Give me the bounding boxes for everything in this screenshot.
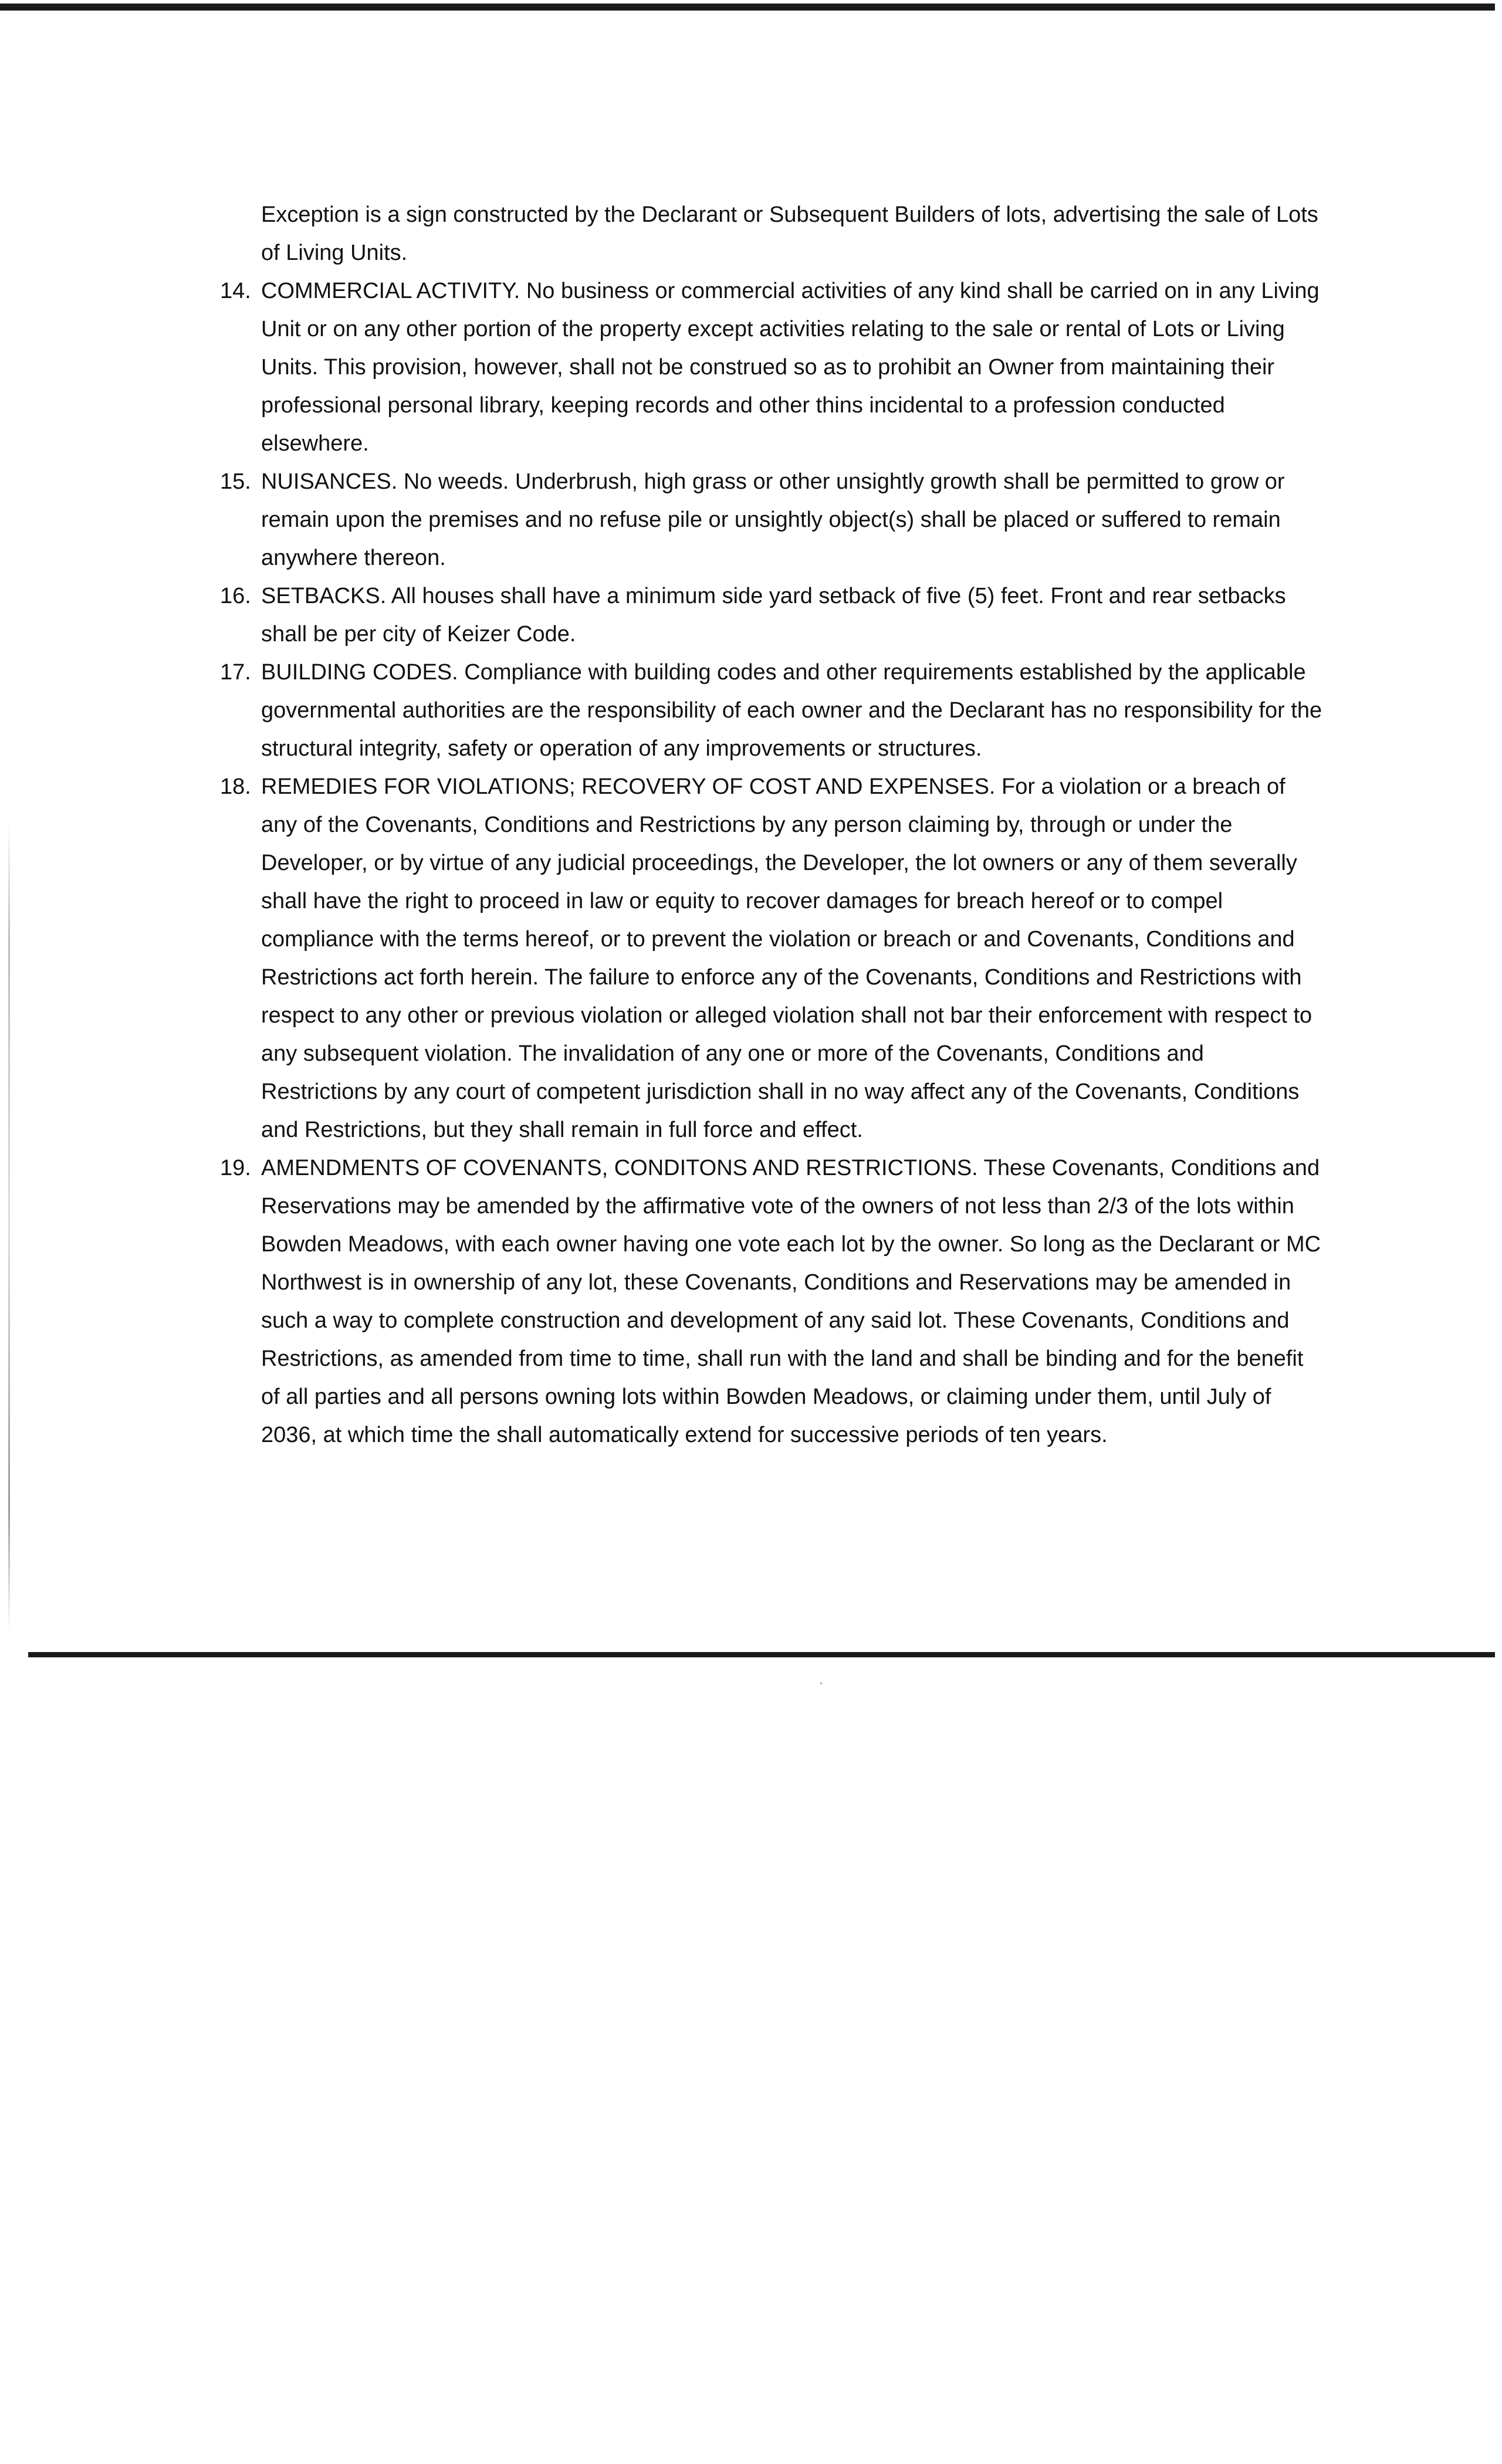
- section-text: BUILDING CODES. Compliance with building codes and other requirements established by the applicable governmental authorities are the responsibility of each owner and the Declarant has no responsibility for the structural integrity, safety or operation of any improvements or structures.: [261, 660, 1322, 761]
- section-text: NUISANCES. No weeds. Underbrush, high grass or other unsightly growth shall be permitted to grow or remain upon the premises and no refuse pile or unsightly object(s) shall be placed or suffered to remain anywhere thereon.: [261, 469, 1285, 570]
- section-number: 19.: [220, 1156, 251, 1180]
- section-number: 17.: [220, 660, 251, 685]
- section-text: COMMERCIAL ACTIVITY. No business or commercial activities of any kind shall be carried on in any Living Unit or on any other portion of the property except activities relating to the sale or rental of Lots or Living Units. This provision, however, shall not be construed so as to prohibit an Owner from maintaining their professional personal library, keeping records and other thins incidental to a profession conducted elsewhere.: [261, 279, 1320, 456]
- continuation-paragraph: Exception is a sign constructed by the Declarant or Subsequent Builders of lots, advertising the sale of Lots of Living Units.: [261, 202, 1318, 265]
- section-14-commercial-activity: [220, 272, 1323, 463]
- section-text: REMEDIES FOR VIOLATIONS; RECOVERY OF COST AND EXPENSES. For a violation or a breach of any of the Covenants, Conditions and Restrictions by any person claiming by, through or under the Developer, or by virtue of any judicial proceedings, the Developer, the lot owners or any of them severally shall have the right to proceed in law or equity to recover damages for breach hereof or to compel compliance with the terms hereof, or to prevent the violation or breach or and Covenants, Conditions and Restrictions act forth herein. The failure to enforce any of the Covenants, Conditions and Restrictions with respect to any other or previous violation or alleged violation shall not bar their enforcement with respect to any subsequent violation. The invalidation of any one or more of the Covenants, Conditions and Restrictions by any court of competent jurisdiction shall in no way affect any of the Covenants, Conditions and Restrictions, but they shall remain in full force and effect.: [261, 774, 1312, 1142]
- section-19-amendments: [220, 1149, 1323, 1454]
- section-text: SETBACKS. All houses shall have a minimum side yard setback of five (5) feet. Front and rear setbacks shall be per city of Keizer Code.: [261, 584, 1286, 647]
- section-number: 14.: [220, 279, 251, 303]
- section-16-setbacks: [220, 577, 1323, 654]
- section-number: 16.: [220, 584, 251, 608]
- document-body: [220, 196, 1323, 1454]
- section-18-remedies: [220, 768, 1323, 1149]
- scan-speck: [820, 1683, 822, 1684]
- bottom-border-rule: [28, 1652, 1495, 1657]
- section-number: 18.: [220, 774, 251, 799]
- section-15-nuisances: [220, 463, 1323, 577]
- top-border-rule: [0, 4, 1495, 11]
- scan-edge-mark: [8, 821, 10, 1631]
- section-17-building-codes: [220, 654, 1323, 768]
- section-number: 15.: [220, 469, 251, 494]
- section-text: AMENDMENTS OF COVENANTS, CONDITONS AND RESTRICTIONS. These Covenants, Conditions and Reservations may be amended by the affirmative vote of the owners of not less than 2/3 of the lots within Bowden Meadows, with each owner having one vote each lot by the owner. So long as the Declarant or MC Northwest is in ownership of any lot, these Covenants, Conditions and Reservations may be amended in such a way to complete construction and development of any said lot. These Covenants, Conditions and Restrictions, as amended from time to time, shall run with the land and shall be binding and for the benefit of all parties and all persons owning lots within Bowden Meadows, or claiming under them, until July of 2036, at which time the shall automatically extend for successive periods of ten years.: [261, 1156, 1321, 1447]
